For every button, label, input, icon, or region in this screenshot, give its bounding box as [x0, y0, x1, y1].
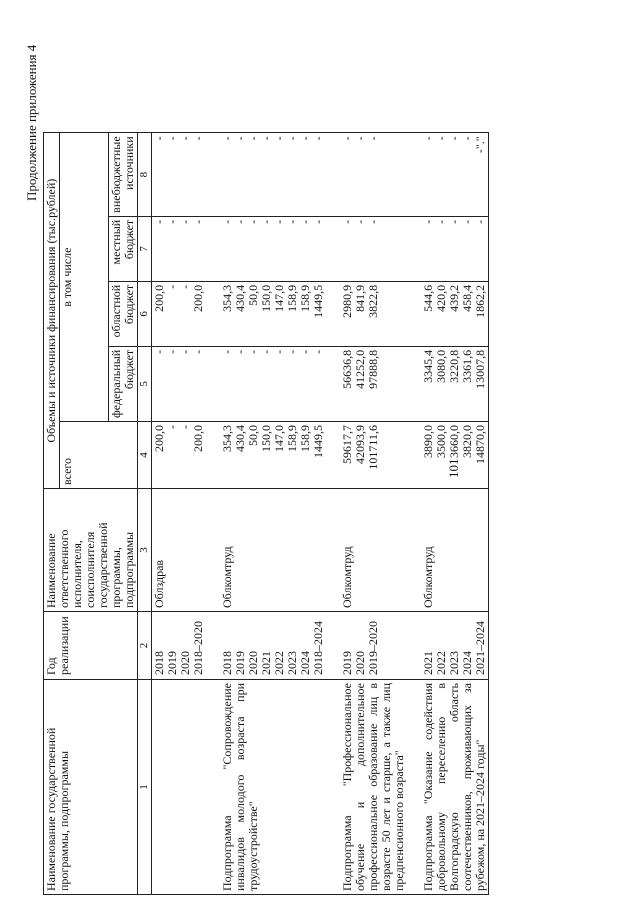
regional-values: 544,6 420,0 439,2 458,4 1862,2 — [421, 281, 489, 346]
col-number: 6 — [138, 281, 152, 346]
table-row — [220, 133, 326, 895]
extrabudget-values: - - - - -"." — [421, 133, 489, 217]
total-values: 59617,7 42093,9 101711,6 — [340, 422, 407, 489]
table-row — [421, 133, 489, 895]
local-values: - - - - - - - - — [220, 216, 326, 281]
total-values: 354,3 430,4 50,0 150,0 147,0 158,9 158,9 1449,5 — [220, 422, 326, 489]
extrabudget-values: - - - - — [152, 133, 207, 217]
table-row — [152, 133, 207, 895]
header-local: местный бюджет — [109, 216, 138, 281]
total-values: 3890,0 3500,0 3660,0 3820,0 14870,0 — [421, 422, 489, 489]
years: 2018 2019 2020 2021 2022 2023 2024 2018–2024 — [220, 612, 326, 680]
page-number: 101 — [446, 458, 461, 478]
col-number: 2 — [138, 612, 152, 680]
col-number: 7 — [138, 216, 152, 281]
regional-values: 2980,9 841,9 3822,8 — [340, 281, 407, 346]
local-values: - - - — [340, 216, 407, 281]
federal-values: 3345,4 3080,0 3220,8 3361,6 13007,8 — [421, 346, 489, 421]
header-regional: областной бюджет — [109, 281, 138, 346]
executor: Облкомтруд — [220, 489, 326, 612]
regional-values: 354,3 430,4 50,0 150,0 147,0 158,9 158,9 1449,5 — [220, 281, 326, 346]
local-values: - - - - — [152, 216, 207, 281]
col-number: 1 — [138, 680, 152, 895]
col-number: 8 — [138, 133, 152, 217]
extrabudget-values: - - - - - - - - — [220, 133, 326, 217]
years: 2021 2022 2023 2024 2021–2024 — [421, 612, 489, 680]
program-name: Подпрограмма "Сопровождение инвалидов молодого возраста при трудоустройстве" — [220, 680, 326, 895]
header-federal: федеральный бюджет — [109, 346, 138, 421]
federal-values: - - - - - - - - — [220, 346, 326, 421]
executor: Облздрав — [152, 489, 207, 612]
local-values: - - - - - — [421, 216, 489, 281]
years: 2019 2020 2019–2020 — [340, 612, 407, 680]
program-name — [152, 680, 207, 895]
header-funding-group: Объемы и источники финансирования (тыс.рублей) — [44, 133, 60, 489]
header-extrabudget: внебюджетные источники — [109, 133, 138, 217]
regional-values: 200,0 - - 200,0 — [152, 281, 207, 346]
executor: Облкомтруд — [421, 489, 489, 612]
federal-values: 56636,8 41252,0 97888,8 — [340, 346, 407, 421]
funding-table — [43, 132, 489, 895]
header-including: в том числе — [60, 133, 109, 422]
federal-values: - - - - — [152, 346, 207, 421]
extrabudget-values: - - - — [340, 133, 407, 217]
col-number: 5 — [138, 346, 152, 421]
header-total: всего — [60, 422, 138, 489]
header-program-name: Наименование государственной программы, подпрограммы — [44, 680, 138, 895]
appendix-title: Продолжение приложения 4 — [24, 44, 39, 201]
program-name: Подпрограмма "Профессиональное обучение и дополнительное профессиональное образование лиц в возрасте 50 лет и старше, а также лиц предпенсионного возраста" — [340, 680, 407, 895]
years: 2018 2019 2020 2018–2020 — [152, 612, 207, 680]
program-name: Подпрограмма "Оказание содействия добровольному переселению в Волгоградскую область соотечественников, проживающих за рубежом, на 2021–2024 годы" — [421, 680, 489, 895]
header-executor: Наименование ответственного исполнителя, соисполнителя государственной программы, подпрограммы — [44, 489, 138, 612]
total-values: 200,0 - - 200,0 — [152, 422, 207, 489]
col-number: 4 — [138, 422, 152, 489]
header-year: Год реализации — [44, 612, 138, 680]
col-number: 3 — [138, 489, 152, 612]
executor: Облкомтруд — [340, 489, 407, 612]
table-row — [340, 133, 407, 895]
